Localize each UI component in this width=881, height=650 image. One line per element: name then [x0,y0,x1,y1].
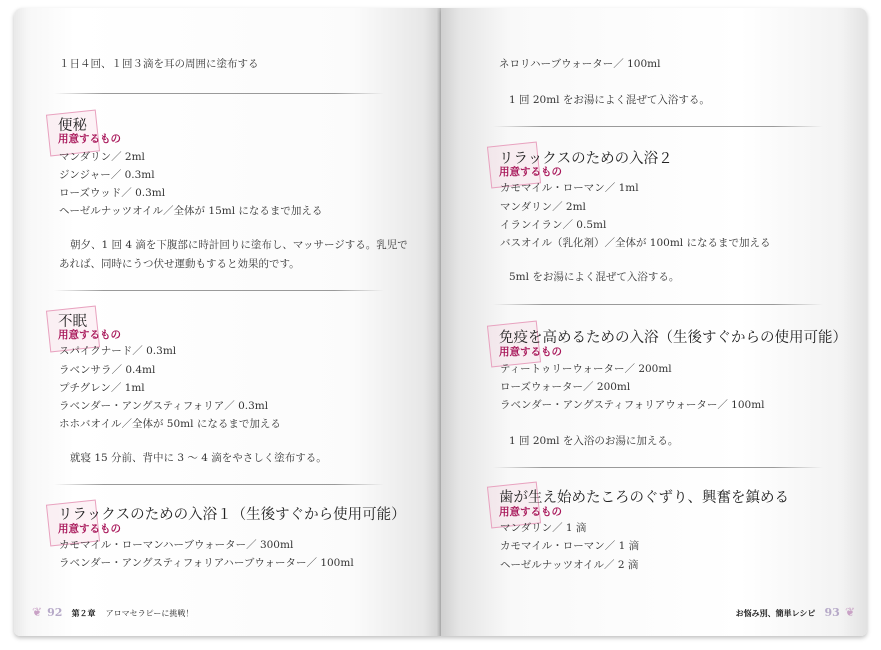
prepare-label: 用意するもの [58,133,121,145]
ingredient-item: ラベンサラ／ 0.4ml [59,364,156,376]
prepare-label: 用意するもの [499,506,562,518]
ingredient-item: カモマイル・ローマン／ 1ml [500,182,639,194]
ingredient-item: マンダリン／ 2ml [500,201,586,213]
wing-ornament-icon: ❦ [844,605,855,619]
usage-note: 1 回 20ml をお湯によく混ぜて入浴する。 [509,94,710,106]
ingredient-item: カモマイル・ローマンハーブウォーター／ 300ml [59,539,294,551]
usage-note: あれば、同時にうつ伏せ運動もすると効果的です。 [59,258,300,270]
usage-note: 5ml をお湯によく混ぜて入浴する。 [509,271,680,283]
ingredient-item: ホホバオイル／全体が 50ml になるまで加える [59,418,281,430]
ingredient-item: マンダリン／ 1 滴 [500,522,587,534]
right-page [441,8,867,636]
left-page [14,8,441,636]
section-divider [54,290,384,291]
usage-note: 就寝 15 分前、背中に 3 ～ 4 滴をやさしく塗布する。 [70,452,327,464]
prepare-label: 用意するもの [499,346,562,358]
chapter-title: アロマセラピーに挑戦！ [105,609,194,618]
ingredient-item: ラベンダー・アングスティフォリアハーブウォーター／ 100ml [59,557,354,569]
section-title: リラックスのための入浴１（生後すぐから使用可能） [58,507,406,523]
prepare-label: 用意するもの [58,523,121,535]
section-title: 不眠 [58,314,87,330]
usage-note: 1 回 20ml を入浴のお湯に加える。 [509,435,679,447]
section-divider [54,484,384,485]
section-title: リラックスのための入浴２ [499,151,673,167]
section-title: 歯が生え始めたころのぐずり、興奮を鎮める [499,490,789,506]
section-divider [493,304,823,305]
section-divider [493,467,823,468]
section-title: 便秘 [58,118,87,134]
page-number: 92 [47,606,63,619]
ingredient-item: カモマイル・ローマン／ 1 滴 [500,540,640,552]
ingredient-item: ヘーゼルナッツオイル／全体が 15ml になるまで加える [59,205,323,217]
usage-note: 朝夕、1 回 4 滴を下腹部に時計回りに塗布し、マッサージする。乳児で [70,239,408,251]
ingredient-item: ヘーゼルナッツオイル／ 2 滴 [500,559,639,571]
folio-left [32,601,193,620]
prepare-label: 用意するもの [58,329,121,341]
ingredient-item: ティートゥリーウォーター／ 200ml [500,363,672,375]
ingredient-item: イランイラン／ 0.5ml [500,219,607,231]
ingredient-item: ラベンダー・アングスティフォリア／ 0.3ml [59,400,269,412]
folio-right [736,601,855,620]
ingredient-item: プチグレン／ 1ml [59,382,145,394]
page-number: 93 [824,606,840,619]
ingredient-item: ネロリハーブウォーター／ 100ml [499,58,661,70]
ingredient-item: ローズウォーター／ 200ml [500,381,631,393]
ingredient-item: マンダリン／ 2ml [59,151,145,163]
wing-ornament-icon: ❦ [32,605,43,619]
ingredient-item: ジンジャー／ 0.3ml [59,169,155,181]
prepare-label: 用意するもの [499,166,562,178]
ingredient-item: バスオイル（乳化剤）／全体が 100ml になるまで加える [500,237,771,249]
top-instruction: １日４回、１回３滴を耳の周囲に塗布する [59,58,259,70]
ingredient-item: スパイクナード／ 0.3ml [59,345,177,357]
running-title: お悩み別、簡単レシピ [735,609,816,618]
section-divider [493,126,823,127]
section-title: 免疫を高めるための入浴（生後すぐからの使用可能） [499,330,847,346]
section-divider [54,93,384,94]
ingredient-item: ローズウッド／ 0.3ml [59,187,166,199]
ingredient-item: ラベンダー・アングスティフォリアウォーター／ 100ml [500,399,765,411]
chapter-label: 第２章 [71,609,96,618]
